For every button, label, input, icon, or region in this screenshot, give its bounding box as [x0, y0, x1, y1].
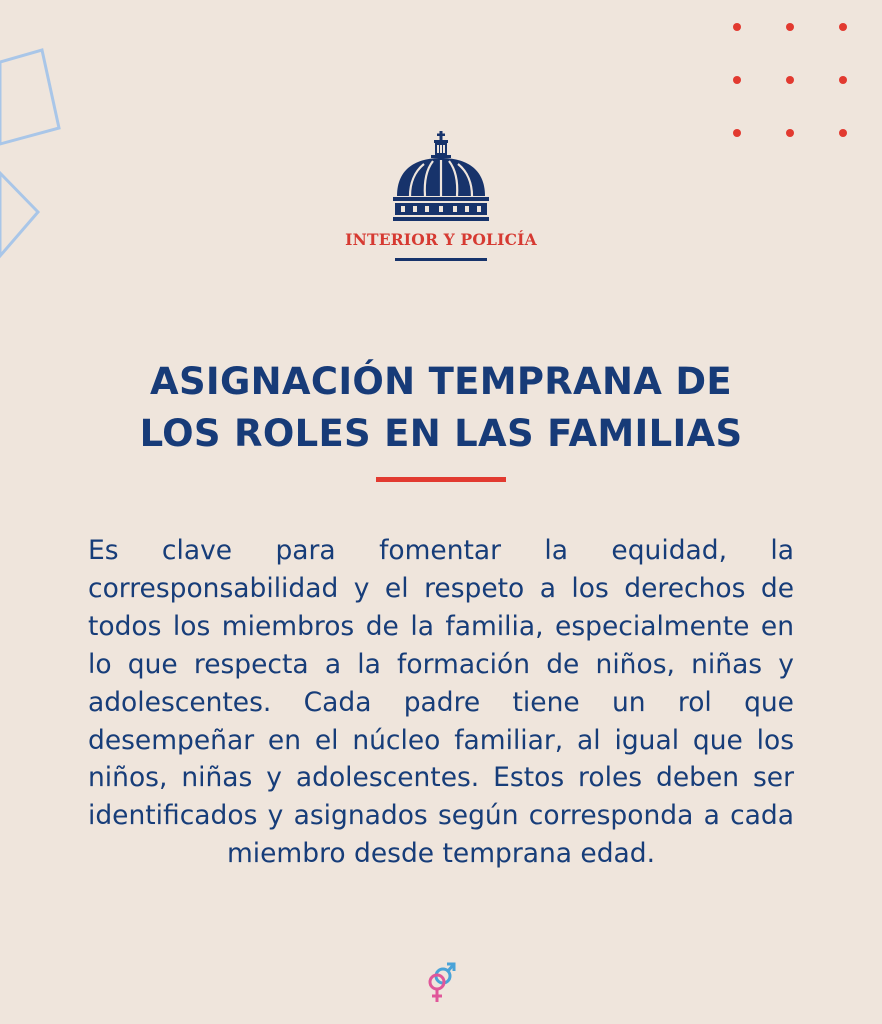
- title-divider: [376, 477, 506, 482]
- ministry-name: INTERIOR Y POLICÍA: [345, 230, 537, 249]
- dome-icon: [393, 130, 489, 225]
- title-line-2: LOS ROLES EN LAS FAMILIAS: [139, 412, 743, 455]
- outline-squares-decoration: [0, 40, 70, 270]
- dot-grid-decoration: [732, 22, 850, 140]
- title-line-1: ASIGNACIÓN TEMPRANA DE: [150, 360, 732, 403]
- body-paragraph: Es clave para fomentar la equidad, la corresponsabilidad y el respeto a los derechos de todos los miembros de la familia, especialmente en lo que respecta a la formación de niños, niñas y adolescentes. Cada padre tiene un rol que desempeñar en el núcleo familiar, al igual que los niños, niñas y adolescentes. Estos roles deben ser identificados y asignados según corresponda a cada miembro desde temprana edad.: [88, 535, 794, 870]
- gender-equality-icon: [424, 960, 458, 1006]
- logo-underline: [395, 258, 487, 261]
- ministry-logo: [330, 130, 552, 266]
- page-title: [20, 356, 862, 460]
